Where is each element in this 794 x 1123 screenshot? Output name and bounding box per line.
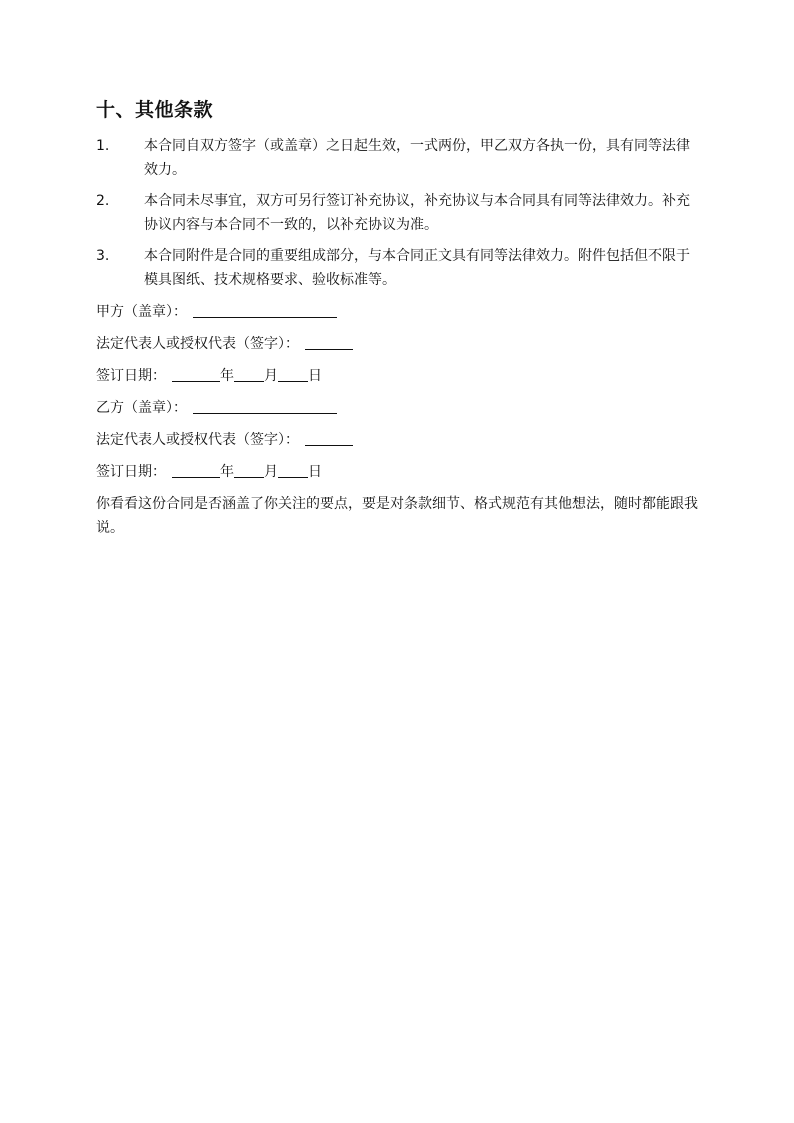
clause-item xyxy=(96,244,702,292)
party-b-seal-line xyxy=(96,396,702,420)
party-a-rep-label: 法定代表人或授权代表（签字）： xyxy=(96,336,299,352)
party-b-rep-blank xyxy=(305,429,353,446)
clause-item xyxy=(96,189,702,237)
party-b-rep-line xyxy=(96,428,702,452)
party-a-day-blank xyxy=(278,365,308,382)
party-a-month-blank xyxy=(234,365,264,382)
clause-number: 2. xyxy=(96,193,110,209)
party-b-date-line xyxy=(96,460,702,484)
party-b-rep-label: 法定代表人或授权代表（签字）： xyxy=(96,432,299,448)
clause-number: 3. xyxy=(96,248,110,264)
section-title: 十、其他条款 xyxy=(96,99,214,121)
day-label: 日 xyxy=(308,464,322,480)
party-b-year-blank xyxy=(172,461,220,478)
clause-item xyxy=(96,134,702,182)
party-a-rep-blank xyxy=(305,333,353,350)
party-b-month-blank xyxy=(234,461,264,478)
month-label: 月 xyxy=(264,368,278,384)
clause-text: 本合同附件是合同的重要组成部分，与本合同正文具有同等法律效力。附件包括但不限于模具图纸、技术规格要求、验收标准等。 xyxy=(144,248,690,288)
year-label: 年 xyxy=(220,368,234,384)
month-label: 月 xyxy=(264,464,278,480)
party-a-date-label: 签订日期： xyxy=(96,368,166,384)
party-b-seal-blank xyxy=(193,397,337,414)
closing-note: 你看看这份合同是否涵盖了你关注的要点，要是对条款细节、格式规范有其他想法，随时都能跟我说。 xyxy=(96,496,698,536)
party-b-seal-label: 乙方（盖章）： xyxy=(96,400,187,416)
year-label: 年 xyxy=(220,464,234,480)
party-a-seal-label: 甲方（盖章）： xyxy=(96,304,187,320)
day-label: 日 xyxy=(308,368,322,384)
clause-number: 1. xyxy=(96,138,110,154)
party-b-day-blank xyxy=(278,461,308,478)
document-content xyxy=(96,94,702,540)
clause-text: 本合同自双方签字（或盖章）之日起生效，一式两份，甲乙双方各执一份，具有同等法律效力。 xyxy=(144,138,690,178)
party-b-date-label: 签订日期： xyxy=(96,464,166,480)
party-a-seal-line xyxy=(96,300,702,324)
party-a-date-line xyxy=(96,364,702,388)
party-a-rep-line xyxy=(96,332,702,356)
clause-text: 本合同未尽事宜，双方可另行签订补充协议，补充协议与本合同具有同等法律效力。补充协议内容与本合同不一致的，以补充协议为准。 xyxy=(144,193,690,233)
party-a-year-blank xyxy=(172,365,220,382)
party-a-seal-blank xyxy=(193,301,337,318)
